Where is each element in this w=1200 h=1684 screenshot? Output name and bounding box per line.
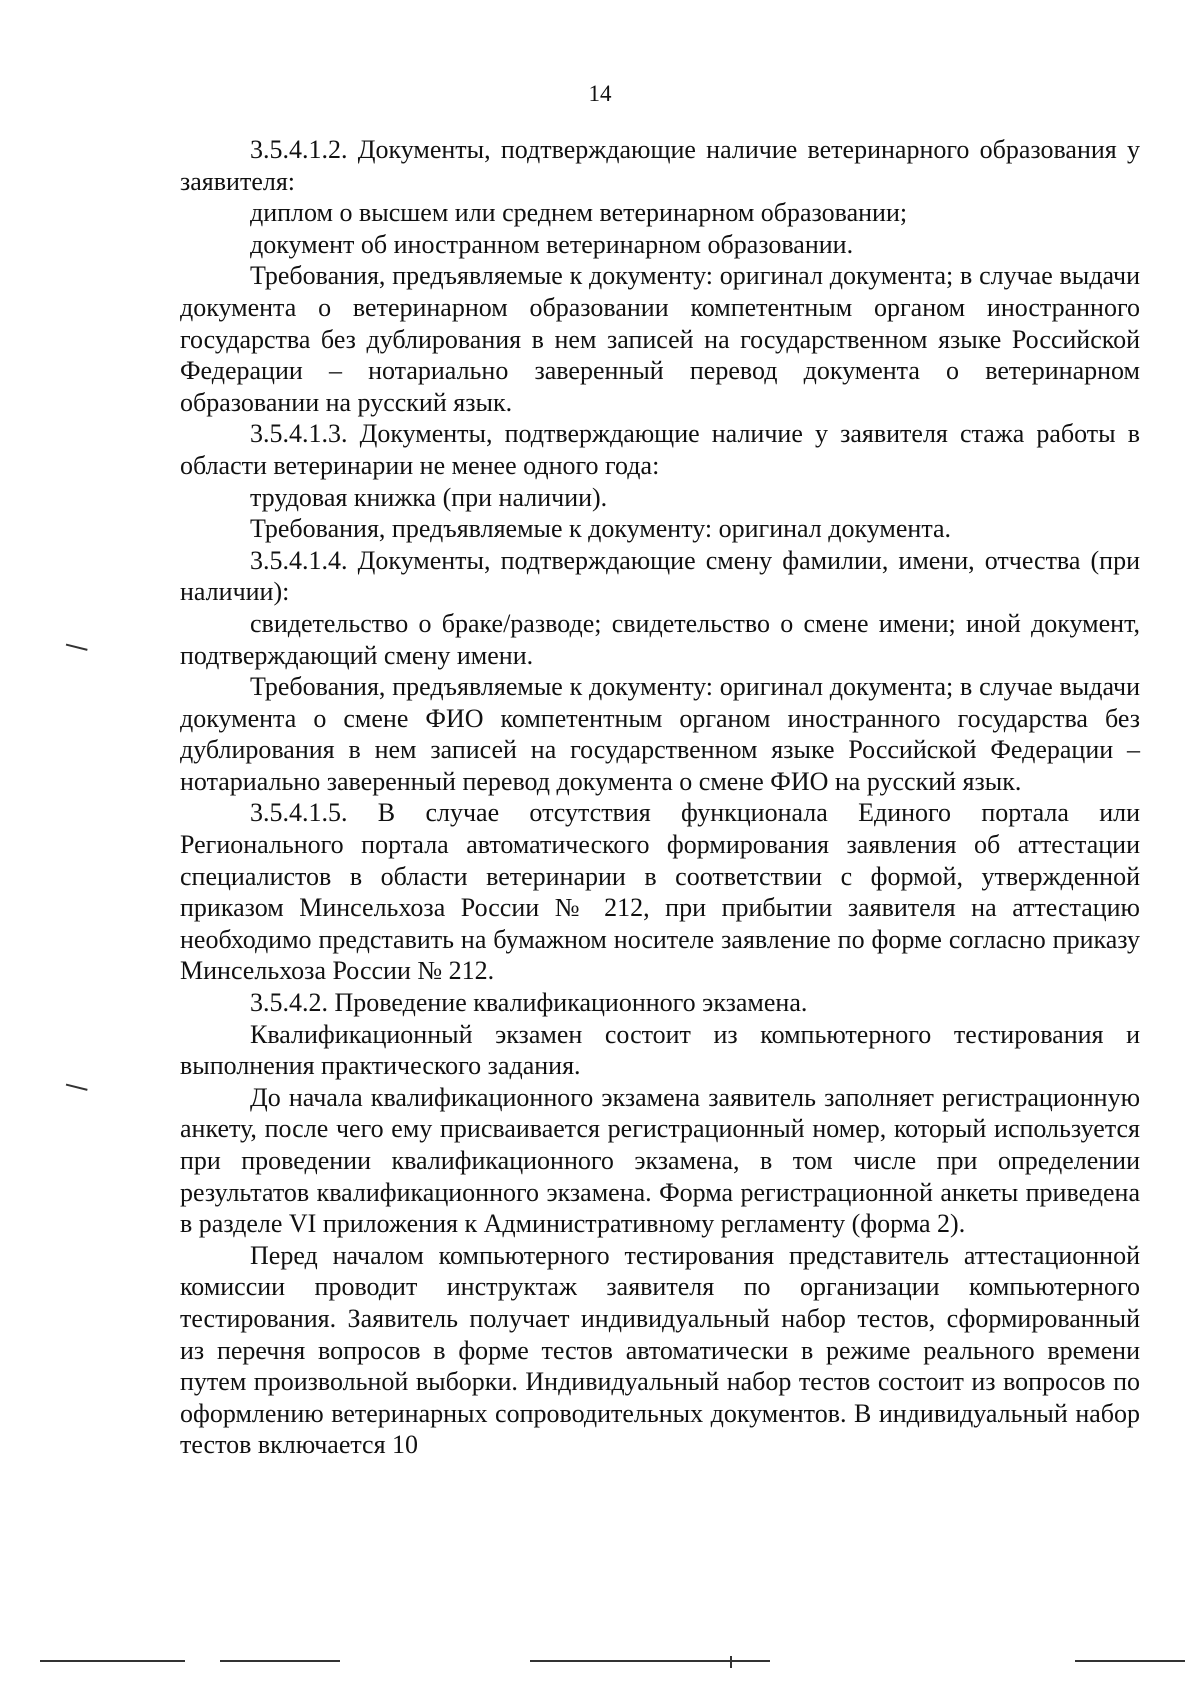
paragraph: Требования, предъявляемые к документу: оригинал документа; в случае выдачи документа о ветеринарном образовании компетентным органом иностранного государства без дублирования в нем записей на государственном языке Российской Федерации – нотариально заверенный перевод документа о ветеринарном образовании на русский язык. <box>180 261 1140 417</box>
paragraph: диплом о высшем или среднем ветеринарном образовании; <box>250 198 908 228</box>
footer-rule <box>1075 1660 1185 1662</box>
document-body <box>180 134 1140 1461</box>
paragraph: 3.5.4.1.5. В случае отсутствия функционала Единого портала или Регионального портала автоматического формирования заявления об аттестации специалистов в области ветеринарии в соответствии с формой, утвержденной приказом Минсельхоза России № 212, при прибытии заявителя на аттестацию необходимо представить на бумажном носителе заявление по форме согласно приказу Минсельхоза России № 212. <box>180 798 1140 986</box>
paragraph: свидетельство о браке/разводе; свидетельство о смене имени; иной документ, подтверждающий смену имени. <box>180 608 1140 670</box>
paragraph: Квалификационный экзамен состоит из компьютерного тестирования и выполнения практического задания. <box>180 1019 1140 1081</box>
page-number: 14 <box>588 81 612 106</box>
paragraph: 3.5.4.1.3. Документы, подтверждающие наличие у заявителя стажа работы в области ветеринарии не менее одного года: <box>180 419 1140 480</box>
margin-scan-mark <box>62 1084 87 1105</box>
paragraph: Требования, предъявляемые к документу: оригинал документа; в случае выдачи документа о смене ФИО компетентным органом иностранного государства без дублирования в нем записей на государственном языке Российской Федерации – нотариально заверенный перевод документа о смене ФИО на русский язык. <box>180 672 1140 796</box>
paragraph: 3.5.4.2. Проведение квалификационного экзамена. <box>250 988 808 1018</box>
paragraph: 3.5.4.1.4. Документы, подтверждающие смену фамилии, имени, отчества (при наличии): <box>180 545 1140 607</box>
paragraph: Перед началом компьютерного тестирования представитель аттестационной комиссии проводит инструктаж заявителя по организации компьютерного тестирования. Заявитель получает индивидуальный набор тестов, сформированный из перечня вопросов в форме тестов автоматически в режиме реального времени путем произвольной выборки. Индивидуальный набор тестов состоит из вопросов по оформлению ветеринарных сопроводительных документов. В индивидуальный набор тестов включается 10 <box>180 1240 1140 1460</box>
paragraph: трудовая книжка (при наличии). <box>250 482 608 512</box>
footer-rule <box>40 1660 185 1662</box>
paragraph: Требования, предъявляемые к документу: оригинал документа. <box>250 514 952 544</box>
paragraph: До начала квалификационного экзамена заявитель заполняет регистрационную анкету, после чего ему присваивается регистрационный номер, который используется при проведении квалификационного экзамена, в том числе при определении результатов квалификационного экзамена. Форма регистрационной анкеты приведена в разделе VI приложения к Административному регламенту (форма 2). <box>180 1082 1140 1239</box>
paragraph: 3.5.4.1.2. Документы, подтверждающие наличие ветеринарного образования у заявителя: <box>180 135 1140 196</box>
paragraph: документ об иностранном ветеринарном образовании. <box>250 229 854 259</box>
footer-rule <box>530 1660 770 1662</box>
footer-tick <box>730 1656 732 1668</box>
margin-scan-mark <box>62 644 87 665</box>
footer-rule <box>220 1660 340 1662</box>
